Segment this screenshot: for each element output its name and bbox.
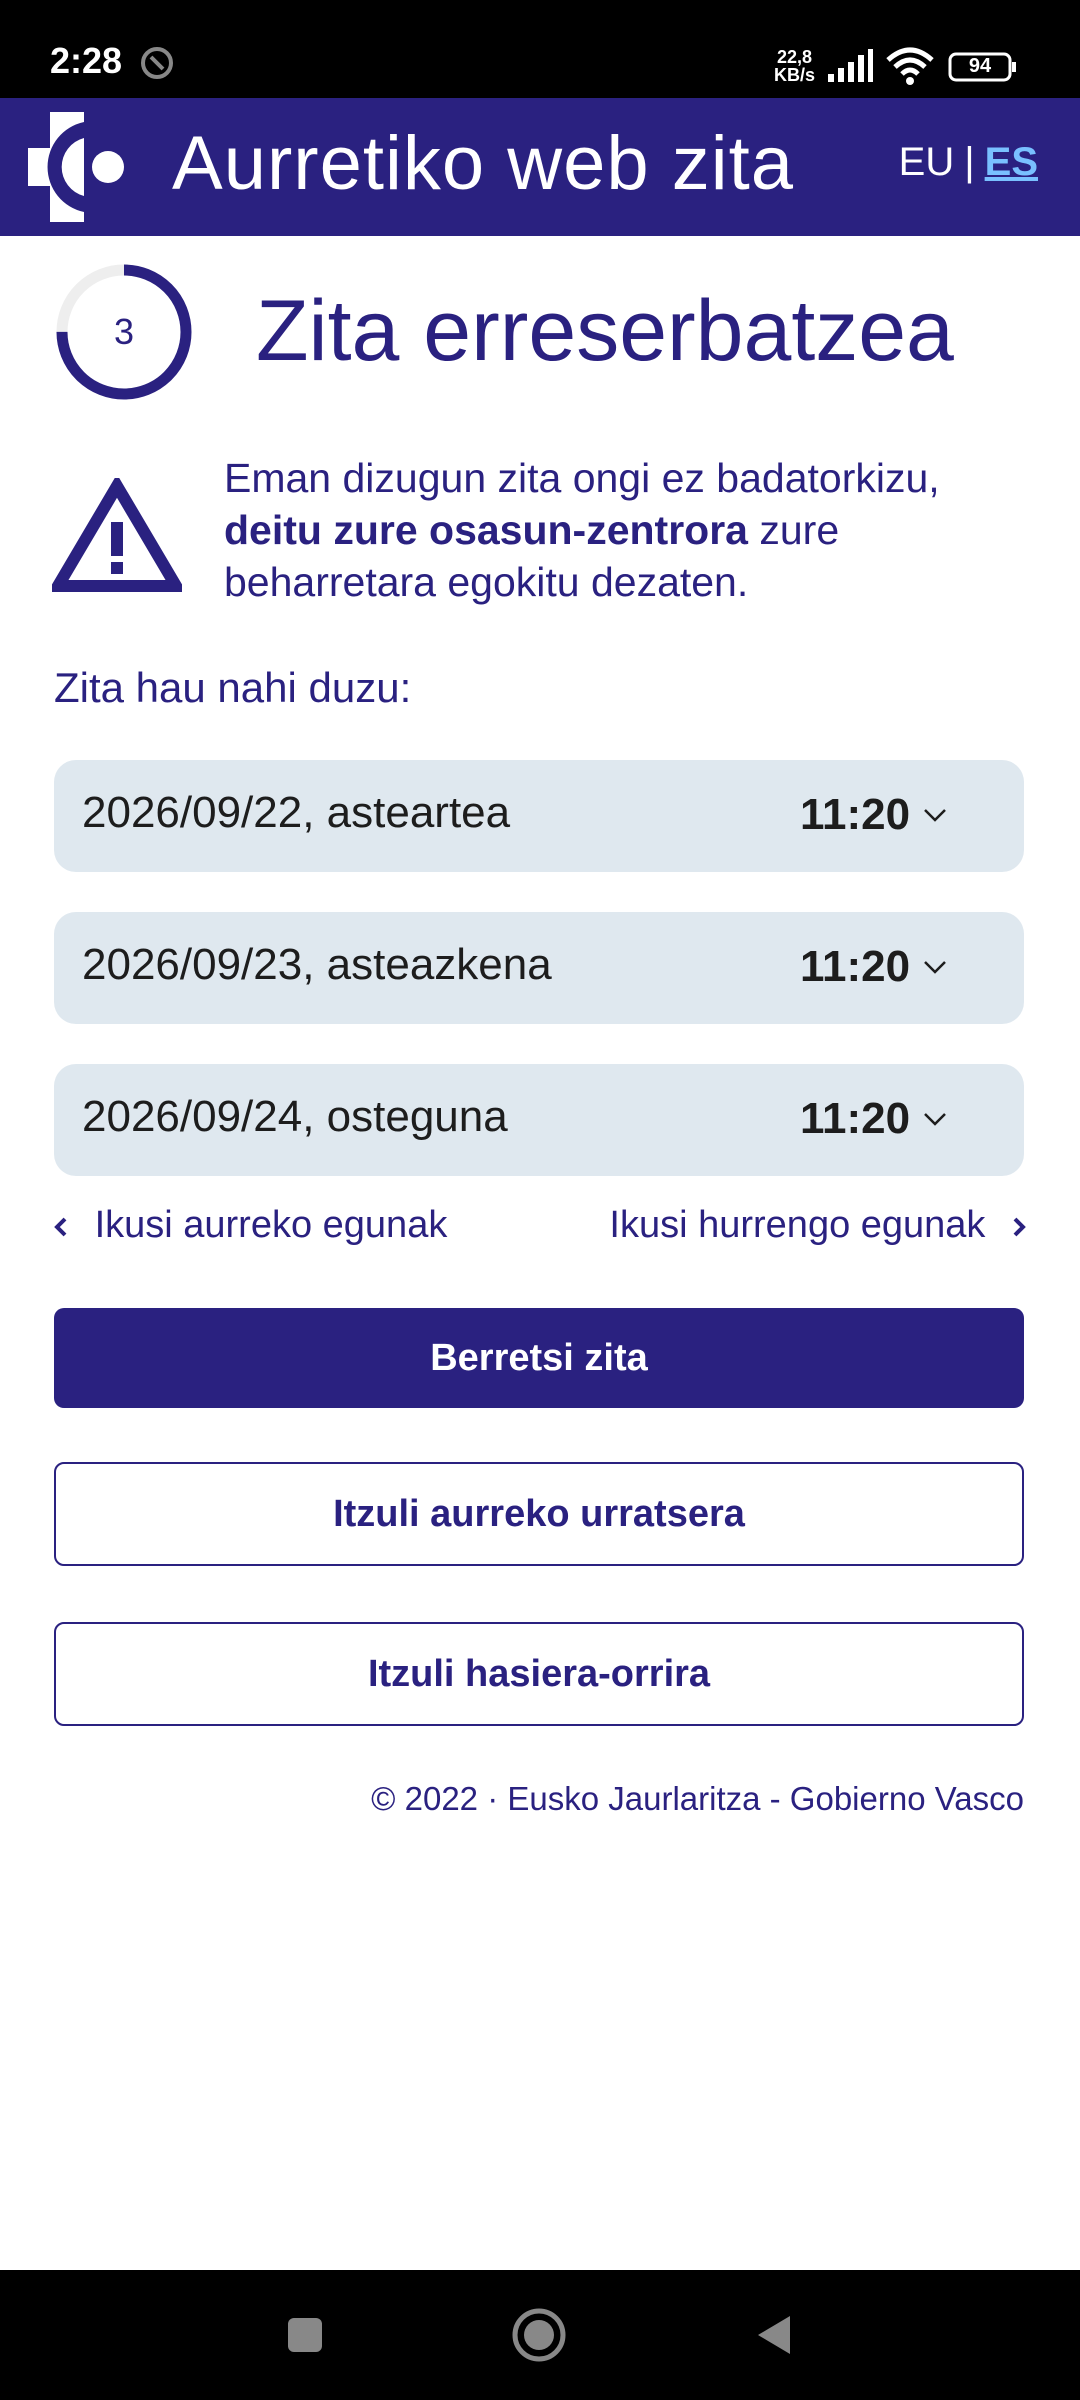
battery-level: 94 bbox=[968, 55, 992, 77]
date-option-2[interactable] bbox=[54, 912, 1024, 1024]
wifi-icon bbox=[884, 46, 936, 86]
chevron-left-icon bbox=[52, 1213, 70, 1241]
signal-icon bbox=[826, 48, 874, 84]
date-option-1[interactable] bbox=[54, 760, 1024, 872]
language-switcher bbox=[899, 140, 1038, 185]
chevron-down-icon[interactable] bbox=[922, 806, 948, 824]
home-circle-icon[interactable] bbox=[510, 2306, 568, 2364]
chevron-right-icon bbox=[1010, 1213, 1028, 1241]
app-header bbox=[0, 98, 1080, 236]
chevron-down-icon[interactable] bbox=[922, 958, 948, 976]
lang-eu[interactable]: EU bbox=[898, 140, 955, 184]
appointment-prompt: Zita hau nahi duzu: bbox=[54, 664, 412, 711]
osakidetza-logo-icon[interactable] bbox=[28, 112, 138, 222]
step-number: 3 bbox=[113, 311, 135, 352]
date-label: 2026/09/23, asteazkena bbox=[82, 940, 552, 989]
status-bar bbox=[0, 0, 1080, 98]
footer-copyright: © 2022 · Eusko Jaurlaritza - Gobierno Vasco bbox=[371, 1780, 1024, 1817]
back-triangle-icon[interactable] bbox=[750, 2310, 800, 2360]
time-select[interactable]: 11:20 bbox=[800, 942, 911, 991]
lang-separator: | bbox=[964, 140, 975, 184]
confirm-appointment-button[interactable]: Berretsi zita bbox=[54, 1308, 1024, 1408]
date-label: 2026/09/24, osteguna bbox=[82, 1092, 508, 1141]
warning-bold-text: deitu zure osasun-zentrora bbox=[224, 507, 748, 553]
recents-square-icon[interactable] bbox=[280, 2310, 330, 2360]
system-navigation-bar bbox=[0, 2270, 1080, 2400]
home-page-button[interactable]: Itzuli hasiera-orrira bbox=[54, 1622, 1024, 1726]
app-title: Aurretiko web zita bbox=[172, 121, 795, 206]
time-select[interactable]: 11:20 bbox=[800, 1094, 911, 1143]
previous-days-link[interactable] bbox=[52, 1204, 447, 1247]
network-speed: 22,8 KB/s bbox=[774, 47, 816, 85]
next-days-label: Ikusi hurrengo egunak bbox=[609, 1204, 986, 1246]
lang-es-link[interactable]: ES bbox=[984, 140, 1038, 184]
page-title: Zita erreserbatzea bbox=[256, 283, 954, 379]
status-time: 2:28 bbox=[50, 40, 123, 81]
warning-triangle-icon bbox=[52, 478, 182, 594]
previous-step-button[interactable]: Itzuli aurreko urratsera bbox=[54, 1462, 1024, 1566]
next-days-link[interactable] bbox=[609, 1204, 1028, 1247]
date-label: 2026/09/22, asteartea bbox=[82, 788, 511, 837]
time-select[interactable]: 11:20 bbox=[800, 790, 911, 839]
do-not-disturb-icon bbox=[140, 46, 174, 80]
previous-days-label: Ikusi aurreko egunak bbox=[94, 1204, 448, 1246]
warning-message: Eman dizugun zita ongi ez badatorkizu, deitu zure osasun-zentrora zure beharretara egokitu dezaten. bbox=[224, 455, 940, 605]
chevron-down-icon[interactable] bbox=[922, 1110, 948, 1128]
date-option-3[interactable] bbox=[54, 1064, 1024, 1176]
